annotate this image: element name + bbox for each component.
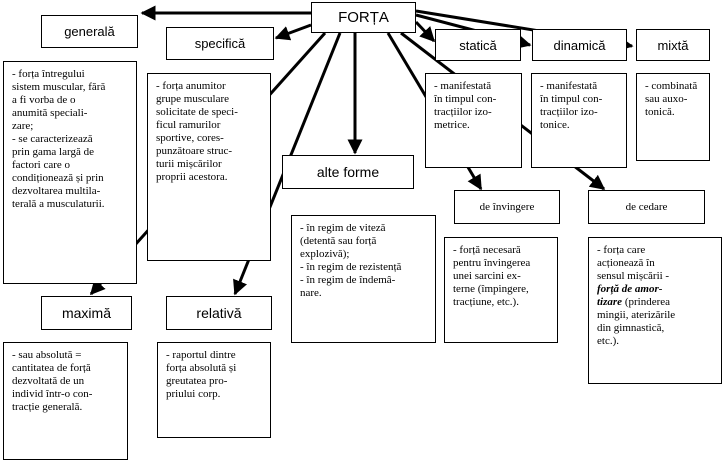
alte-forme-label: alte forme	[316, 164, 380, 180]
forta-title-box	[311, 2, 416, 33]
maxima-label: maximă	[61, 305, 111, 321]
de-cedare-text: - forța care acționează în sensul mișcării -	[597, 244, 670, 282]
statica-label: statică	[459, 37, 497, 53]
relativa-box	[166, 296, 272, 330]
de-cedare-box	[588, 190, 705, 224]
mixta-label: mixtă	[657, 37, 689, 53]
forta-title: FORȚA	[338, 9, 389, 26]
generala-box	[41, 15, 138, 48]
arrow-to-specifica	[276, 25, 311, 38]
de-cedare-label: de cedare	[625, 201, 668, 213]
de-cedare-text-rest: (prinderea mingii, aterizările din gimnastică, etc.).	[597, 296, 676, 347]
forta-de-amortizare-term: forță de amor- tizare	[597, 283, 663, 308]
specifica-box	[166, 27, 274, 60]
alte-forme-box	[282, 155, 414, 189]
specifica-description: - forța anumitor grupe musculare solicitate de speci- ficul ramurilor sportive, cores- punzătoare struc- turii mișcărilor proprii acestora.	[147, 73, 271, 261]
statica-description: - manifestată în timpul con- tracțiilor izo- metrice.	[425, 73, 522, 168]
de-invingere-label: de învingere	[479, 201, 535, 213]
specifica-label: specifică	[194, 36, 246, 51]
dinamica-box	[532, 29, 627, 61]
relativa-description: - raportul dintre forța absolută și greutatea pro- priului corp.	[157, 342, 271, 438]
statica-box	[435, 29, 521, 61]
arrow-to-statica	[416, 22, 434, 41]
de-cedare-description	[588, 237, 722, 384]
mixta-box	[636, 29, 710, 61]
maxima-description: - sau absolută = cantitatea de forță dezvoltată de un individ într-o con- tracție generală.	[3, 342, 128, 460]
generala-description: - forța întregului sistem muscular, fără a fi vorba de o anumită speciali- zare; - se caracterizează prin gama largă de factori care o condiționează și prin dezvoltarea multila- terală a musculaturii.	[3, 61, 137, 284]
de-invingere-box	[454, 190, 560, 224]
mixta-description: - combinată sau auxo- tonică.	[636, 73, 710, 161]
de-invingere-description: - forță necesară pentru învingerea unei sarcini ex- terne (împingere, tracțiune, etc.).	[444, 237, 558, 343]
dinamica-description: - manifestată în timpul con- tracțiilor izo- tonice.	[531, 73, 627, 168]
relativa-label: relativă	[196, 305, 242, 321]
generala-label: generală	[64, 24, 115, 39]
maxima-box	[41, 296, 132, 330]
dinamica-label: dinamică	[553, 37, 606, 53]
alte-forme-description: - în regim de viteză (detentă sau forță explozivă); - în regim de rezistență - în regim de îndemâ- nare.	[291, 215, 436, 343]
